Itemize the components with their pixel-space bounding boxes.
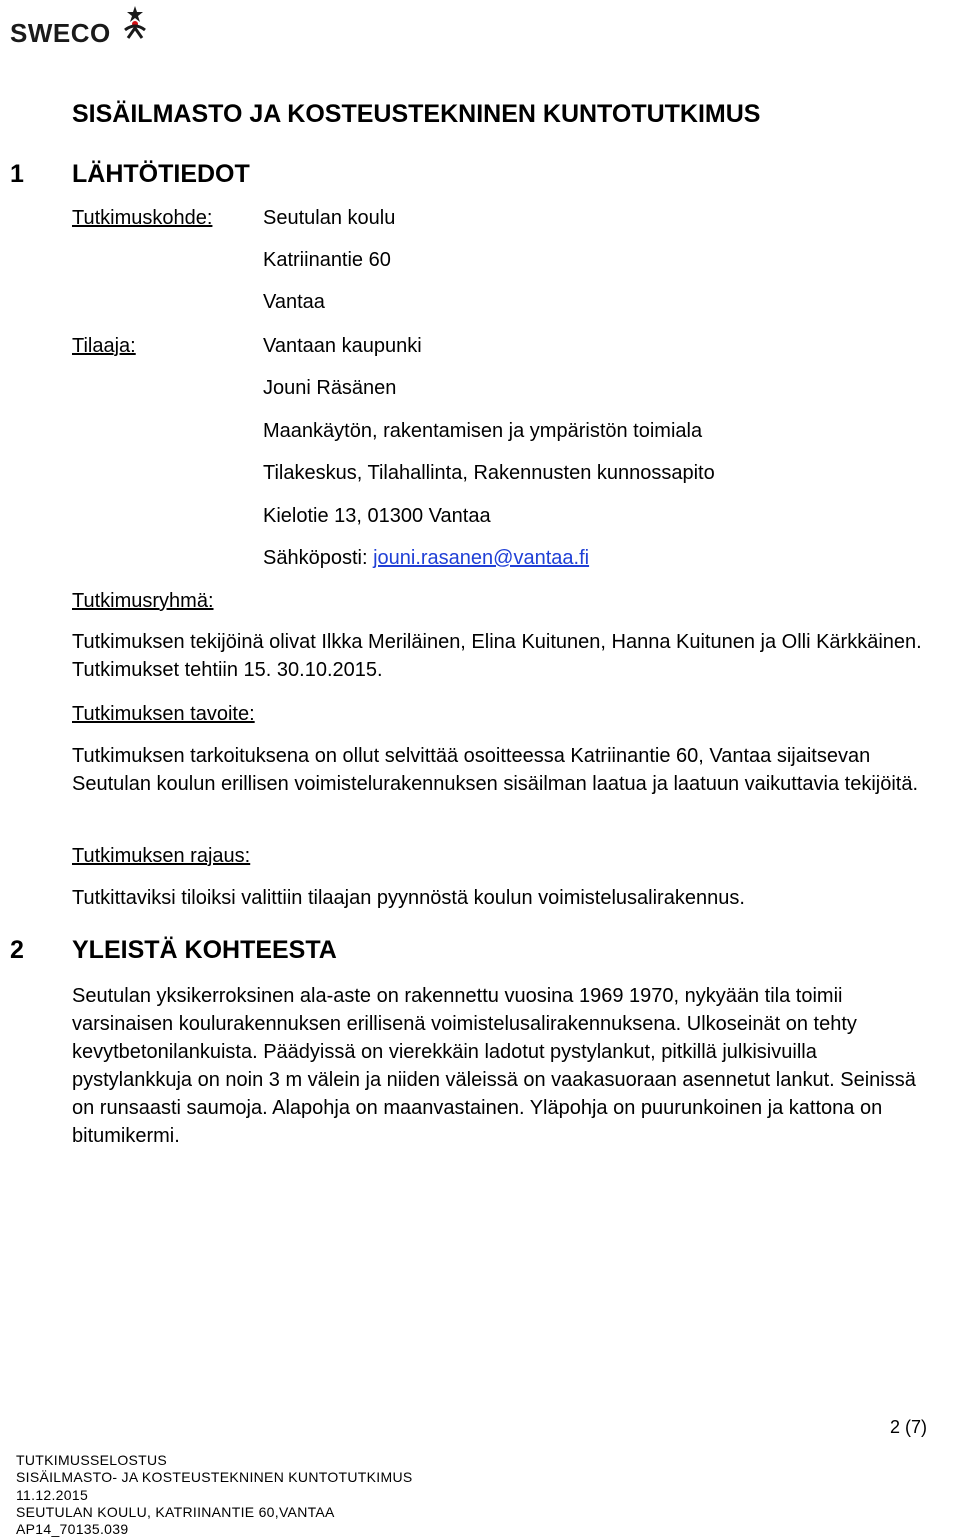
email-line [263, 547, 589, 570]
kohde-line: Katriinantie 60 [263, 249, 391, 271]
kohde-line: Seutulan koulu [263, 207, 396, 229]
section-2-title: YLEISTÄ KOHTEESTA [72, 936, 337, 964]
page-number: 2 (7) [890, 1417, 928, 1437]
email-prefix: Sähköposti: [263, 547, 374, 569]
tavoite-paragraph: Tutkimuksen tarkoituksena on ollut selvittää osoitteessa Katriinantie 60, Vantaa sijaitsevan Seutulan koulun erillisen voimistelurakennuksen sisäilman laatua ja laatuun vaikuttavia tekijöitä. [72, 745, 919, 795]
section-1-title: LÄHTÖTIEDOT [72, 160, 250, 188]
tilaaja-label: Tilaaja: [72, 335, 136, 357]
email-link[interactable]: jouni.rasanen@vantaa.fi [373, 547, 590, 569]
logo-text: SWECO [10, 18, 111, 48]
section-2-paragraph: Seutulan yksikerroksinen ala-aste on rakennettu vuosina 1969 1970, nykyään tila toimii varsinaisen koulurakennuksen erillisenä voimistelusalirakennuksena. Ulkoseinät on tehty kevytbetonilankuista. Päädyissä on vierekkäin ladotut pystylankut, pitkillä julkisivuilla pystylankkuja on noin 3 m välein ja niiden väleissä on vaakasuoraan asennetut lankut. Seinissä on runsaasti saumoja. Alapohja on maanvastainen. Yläpohja on puurunkoinen ja kattona on bitumikermi. [72, 985, 916, 1147]
footer-line: SISÄILMASTO- JA KOSTEUSTEKNINEN KUNTOTUTKIMUS [16, 1469, 413, 1485]
tilaaja-line: Maankäytön, rakentamisen ja ympäristön toimiala [263, 420, 703, 442]
ryhma-label: Tutkimusryhmä: [72, 590, 214, 612]
document-title: SISÄILMASTO JA KOSTEUSTEKNINEN KUNTOTUTKIMUS [72, 100, 761, 128]
footer-line: SEUTULAN KOULU, KATRIINANTIE 60,VANTAA [16, 1504, 335, 1520]
footer-line: TUTKIMUSSELOSTUS [16, 1452, 168, 1468]
sweco-logo [10, 4, 150, 48]
tilaaja-line: Jouni Räsänen [263, 377, 397, 399]
tilaaja-line: Vantaan kaupunki [263, 335, 422, 357]
section-1-number: 1 [10, 160, 24, 188]
tilaaja-line: Tilakeskus, Tilahallinta, Rakennusten kunnossapito [263, 462, 715, 484]
ryhma-paragraph: Tutkimuksen tekijöinä olivat Ilkka Meriläinen, Elina Kuitunen, Hanna Kuitunen ja Olli Kärkkäinen. Tutkimukset tehtiin 15. 30.10.2015. [72, 631, 922, 681]
kohde-line: Vantaa [263, 291, 325, 313]
footer-line: AP14_70135.039 [16, 1521, 129, 1537]
section-2-number: 2 [10, 936, 24, 964]
rajaus-paragraph: Tutkittaviksi tiloiksi valittiin tilaajan pyynnöstä koulun voimistelusalirakennus. [72, 887, 745, 909]
footer-line: 11.12.2015 [16, 1487, 89, 1503]
kohde-label: Tutkimuskohde: [72, 207, 213, 229]
sweco-star-logo-icon [120, 4, 150, 44]
tilaaja-line: Kielotie 13, 01300 Vantaa [263, 505, 491, 527]
rajaus-label: Tutkimuksen rajaus: [72, 845, 251, 867]
tavoite-label: Tutkimuksen tavoite: [72, 703, 255, 725]
